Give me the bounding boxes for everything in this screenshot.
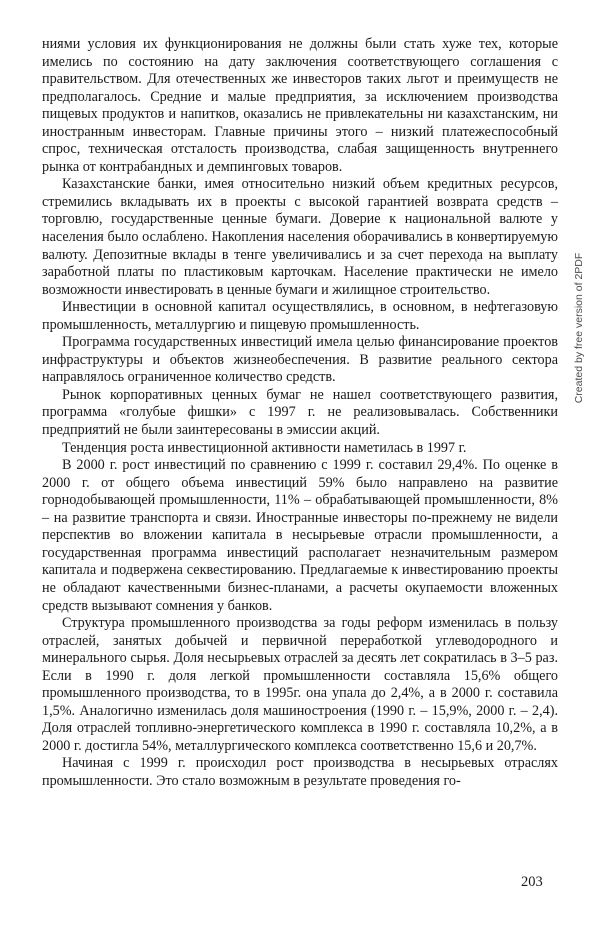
paragraph-8: Структура промышленного производства за годы реформ изменилась в пользу отраслей, занятых добычей и первичной переработкой углеводородного и минерального сырья. Доля несырьевых отраслей за десять лет сократилась в 3–5 раз. Если в 1990 г. доля легкой промышленности составляла 15,6% общего промышленного производства, то в 1995г. она упала до 2,4%, а в 2000 г. составила 1,5%. Аналогично изменилась доля машиностроения (1990 г. – 15,9%, 2000 г. – 2,4). Доля отраслей топливно-энергетического комплекса в 1990 г. составляла 10,2%, а в 2000 г. достигла 54%, металлургического комплекса соответственно 15,6 и 20,7%. (42, 615, 558, 754)
page-body (42, 36, 558, 791)
paragraph-7: В 2000 г. рост инвестиций по сравнению с 1999 г. составил 29,4%. По оценке в 2000 г. от общего объема инвестиций 59% было направлено на развитие горнодобывающей промышленности, 11% – обрабатывающей промышленности, 8% – на развитие транспорта и связи. Иностранные инвесторы по-прежнему не видели перспектив во вложении капитала в несырьевые отрасли промышленности, а государственная программа инвестиций располагает незначительным размером капитала и подвержена секвестированию. Предлагаемые к инвестированию проекты не обладают качественными бизнес-планами, а расчеты окупаемости вложенных средств вызывают сомнения у банков. (42, 457, 558, 614)
page-number: 203 (521, 874, 543, 890)
paragraph-9: Начиная с 1999 г. происходил рост производства в несырьевых отраслях промышленности. Это стало возможным в результате проведения го- (42, 755, 558, 789)
paragraph-2: Казахстанские банки, имея относительно низкий объем кредитных ресурсов, стремились вкладывать их в проекты с высокой гарантией возврата средств – торговлю, государственные ценные бумаги. Доверие к национальной валюте у населения было ослаблено. Накопления населения оборачивались в конвертируемую валюту. Депозитные вклады в тенге увеличивались и за счет перехода на выплату заработной платы по пластиковым карточкам. Население практически не имело возможности инвестировать в ценные бумаги и жилищное строительство. (42, 176, 558, 298)
paragraph-4: Программа государственных инвестиций имела целью финансирование проектов инфраструктуры и объектов жизнеобеспечения. В развитие реального сектора направлялось ограниченное количество средств. (42, 334, 558, 386)
paragraph-5: Рынок корпоративных ценных бумаг не нашел соответствующего развития, программа «голубые фишки» с 1997 г. не реализовывалась. Собственники предприятий не были заинтересованы в эмиссии акций. (42, 386, 558, 439)
paragraph-6: Тенденция роста инвестиционной активности наметилась в 1997 г. (62, 439, 467, 456)
paragraph-3: Инвестиции в основной капитал осуществлялись, в основном, в нефтегазовую промышленность, металлургию и пищевую промышленность. (42, 299, 558, 333)
paragraph-1: ниями условия их функционирования не должны были стать хуже тех, которые имелись по состоянию на дату заключения соответствующего соглашения с правительством. Для отечественных же инвесторов таких льгот и преимуществ не предполагалось. Средние и малые предприятия, за исключением производства пищевых продуктов и напитков, оказались не привлекательны ни казахстанским, ни иностранным инвесторам. Главные причины этого – низкий платежеспособный спрос, техническая отсталость производства, слабая защищенность внутреннего рынка от контрабандных и демпинговых товаров. (42, 36, 558, 175)
watermark: Created by free version of 2PDF (573, 252, 585, 404)
